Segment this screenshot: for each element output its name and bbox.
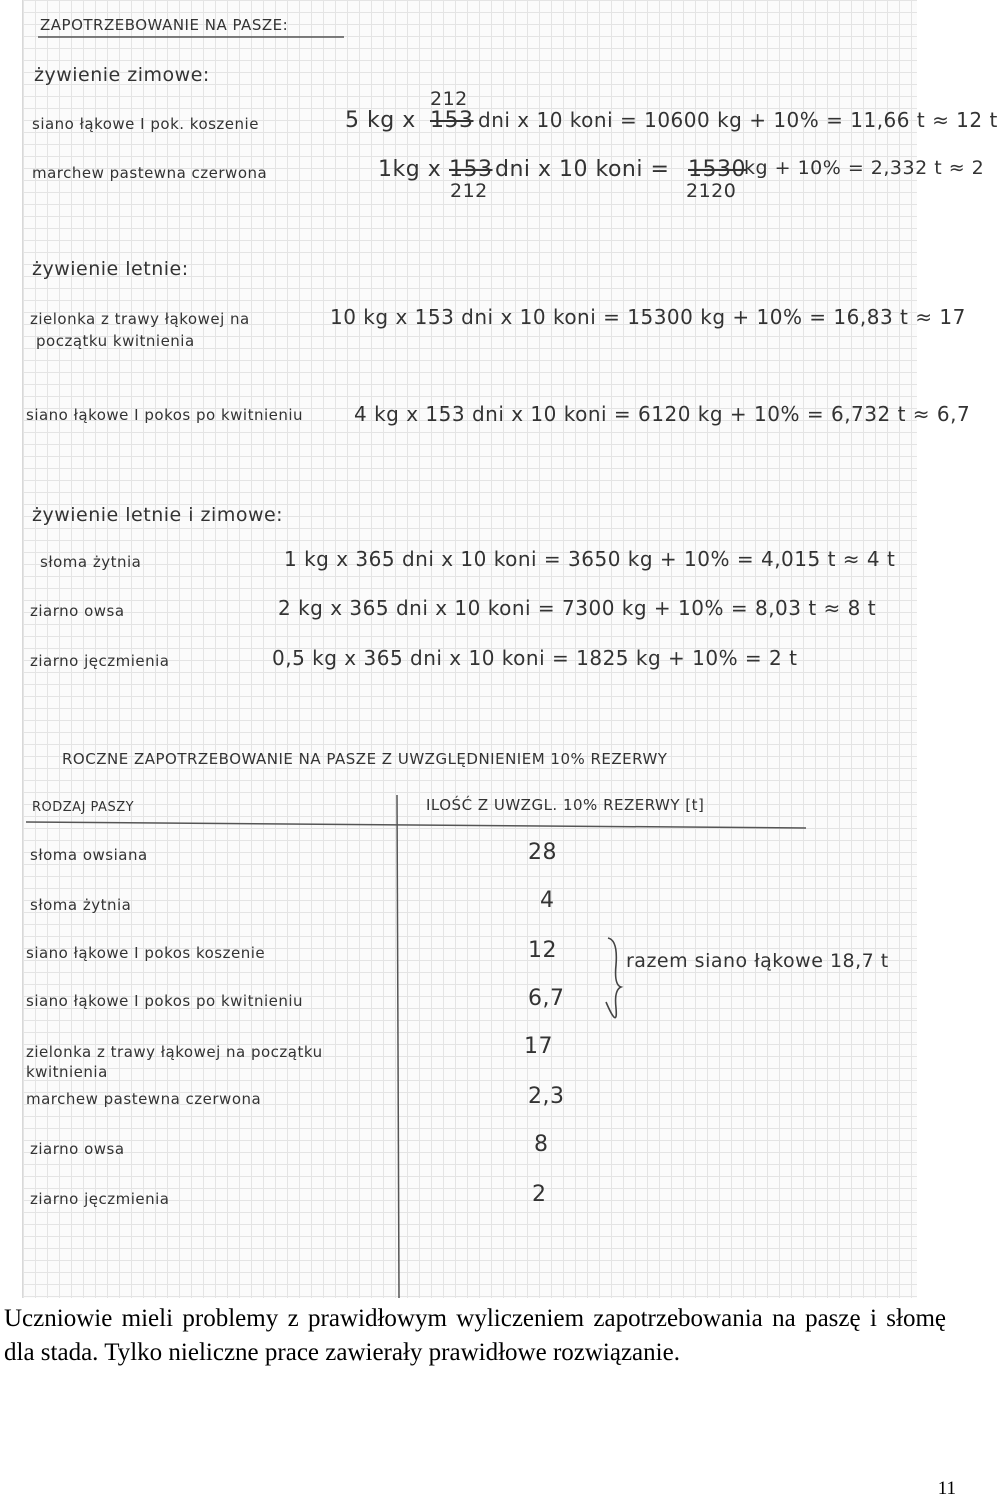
winter-row1-formula: 5 kg x (345, 108, 416, 133)
table-row-name: ziarno owsa (30, 1140, 125, 1158)
winter-row1-days-old: 153 (430, 108, 474, 133)
summer-title: żywienie letnie: (32, 258, 189, 280)
winter-row1-rest: dni x 10 koni = 10600 kg + 10% = 11,66 t ≈ 12 t (478, 108, 998, 132)
table-row-name: słoma żytnia (30, 896, 132, 914)
table-row-name: ziarno jęczmienia (30, 1190, 170, 1208)
table-column-divider (397, 795, 399, 1298)
winter-row2-label: marchew pastewna czerwona (32, 164, 268, 182)
table-col2-header: ILOŚĆ Z UWZGL. 10% REZERWY [t] (426, 796, 705, 814)
page-number: 11 (937, 1478, 956, 1499)
summer-row2-formula: 4 kg x 153 dni x 10 koni = 6120 kg + 10% = 6,732 t ≈ 6,7 (354, 402, 971, 426)
table-row-value: 4 (540, 888, 555, 913)
both-row1-formula: 1 kg x 365 dni x 10 koni = 3650 kg + 10% = 4,015 t ≈ 4 t (284, 547, 896, 571)
winter-row2-rest-a: dni x 10 koni = (495, 157, 670, 182)
winter-row1-days-new: 212 (430, 88, 468, 110)
summer-row1-formula: 10 kg x 153 dni x 10 koni = 15300 kg + 10% = 16,83 t ≈ 17 (330, 305, 966, 329)
both-row3-label: ziarno jęczmienia (30, 652, 170, 670)
table-header-line (26, 822, 806, 828)
winter-row2-kg-old: 1530 (688, 157, 746, 182)
winter-row2-days-new: 212 (450, 180, 488, 202)
table-title: ROCZNE ZAPOTRZEBOWANIE NA PASZE Z UWZGLĘDNIENIEM 10% REZERWY (62, 750, 668, 768)
table-row-name: siano łąkowe I pokos po kwitnieniu (26, 992, 304, 1010)
table-row-name: marchew pastewna czerwona (26, 1090, 262, 1108)
table-row-value: 2,3 (528, 1084, 565, 1109)
table-row-name: słoma owsiana (30, 846, 148, 864)
summer-row1-label2: początku kwitnienia (36, 332, 195, 350)
winter-row1-label: siano łąkowe I pok. koszenie (32, 115, 259, 133)
winter-row2-rest-b: kg + 10% = 2,332 t ≈ 2 (744, 157, 985, 179)
table-col1-header: RODZAJ PASZY (32, 800, 135, 815)
winter-title: żywienie zimowe: (34, 64, 210, 86)
winter-row2-kg-new: 2120 (686, 180, 737, 202)
table-row-value: 12 (528, 938, 557, 963)
table-row-value: 6,7 (528, 986, 565, 1011)
curly-bracket (606, 938, 621, 1018)
both-title: żywienie letnie i zimowe: (32, 504, 284, 526)
both-row1-label: słoma żytnia (40, 553, 142, 571)
bracket-note: razem siano łąkowe 18,7 t (626, 950, 889, 972)
page-heading: ZAPOTRZEBOWANIE NA PASZE: (40, 16, 289, 34)
table-row-name: siano łąkowe I pokos koszenie (26, 944, 266, 962)
table-row-name: zielonka z trawy łąkowej na początku kwitnienia (26, 1043, 323, 1081)
summer-row1-label1: zielonka z trawy łąkowej na (30, 310, 250, 328)
table-row-value: 28 (528, 840, 557, 865)
both-row2-formula: 2 kg x 365 dni x 10 koni = 7300 kg + 10% = 8,03 t ≈ 8 t (278, 596, 877, 620)
table-row-value: 8 (534, 1132, 549, 1157)
caption-text: Uczniowie mieli problemy z prawidłowym wyliczeniem zapotrzebowania na paszę i słomę dla stada. Tylko nieliczne prace zawierały prawidłowe rozwiązanie. (4, 1305, 946, 1366)
table-row-value: 17 (524, 1034, 553, 1059)
table-row-value: 2 (532, 1182, 547, 1207)
both-row3-formula: 0,5 kg x 365 dni x 10 koni = 1825 kg + 10% = 2 t (272, 646, 798, 670)
summer-row2-label: siano łąkowe I pokos po kwitnieniu (26, 406, 304, 424)
winter-row2-formula: 1kg x (378, 157, 442, 182)
both-row2-label: ziarno owsa (30, 602, 125, 620)
winter-row2-days-old: 153 (449, 157, 493, 182)
